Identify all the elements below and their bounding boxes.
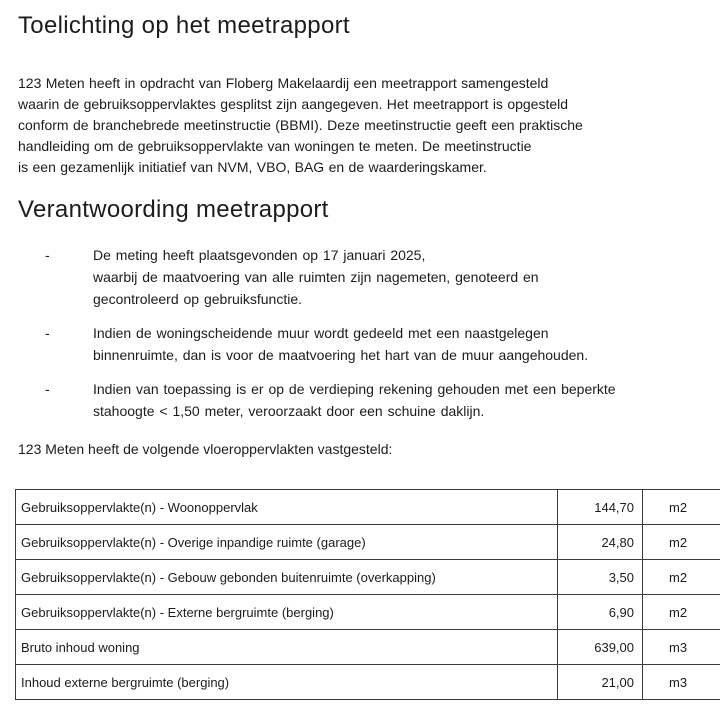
row-value: 24,80 [558,525,643,560]
bullet-item [18,378,616,422]
page-title: Toelichting op het meetrapport [18,12,350,39]
row-value: 6,90 [558,595,643,630]
bullet-line: Indien van toepassing is er op de verdieping rekening gehouden met een beperkte [93,381,616,397]
row-value: 144,70 [558,490,643,525]
row-label: Bruto inhoud woning [16,630,558,665]
row-label: Gebruiksoppervlakte(n) - Overige inpandige ruimte (garage) [16,525,558,560]
bullet-dash-marker: - [45,325,50,341]
table-intro-text: 123 Meten heeft de volgende vloeroppervlakten vastgesteld: [18,441,393,457]
bullet-line: gecontroleerd op gebruiksfunctie. [93,291,303,307]
section-title-verantwoording: Verantwoording meetrapport [18,196,329,223]
row-value: 639,00 [558,630,643,665]
row-label: Inhoud externe bergruimte (berging) [16,665,558,700]
row-value: 3,50 [558,560,643,595]
row-label: Gebruiksoppervlakte(n) - Gebouw gebonden buitenruimte (overkapping) [16,560,558,595]
bullet-line: waarbij de maatvoering van alle ruimten zijn nagemeten, genoteerd en [93,269,539,285]
table-row [16,525,720,560]
intro-line: waarin de gebruiksoppervlaktes gesplitst zijn aangegeven. Het meetrapport is opgesteld [18,96,569,112]
row-value: 21,00 [558,665,643,700]
table-row [16,490,720,525]
intro-paragraph [18,73,583,178]
table-row [16,630,720,665]
row-label: Gebruiksoppervlakte(n) - Woonoppervlak [16,490,558,525]
bullet-list [18,244,616,434]
bullet-dash-marker: - [45,381,50,397]
row-unit: m3 [643,665,720,700]
bullet-line: Indien de woningscheidende muur wordt gedeeld met een naastgelegen [93,325,549,341]
row-unit: m2 [643,560,720,595]
row-unit: m2 [643,490,720,525]
intro-line: 123 Meten heeft in opdracht van Floberg Makelaardij een meetrapport samengesteld [18,75,549,91]
intro-line: conform de branchebrede meetinstructie (BBMI). Deze meetinstructie geeft een praktische [18,117,583,133]
bullet-item [18,322,616,366]
row-unit: m2 [643,595,720,630]
bullet-line: stahoogte < 1,50 meter, veroorzaakt door een schuine daklijn. [93,403,485,419]
row-label: Gebruiksoppervlakte(n) - Externe bergruimte (berging) [16,595,558,630]
intro-line: handleiding om de gebruiksoppervlakte van woningen te meten. De meetinstructie [18,138,532,154]
row-unit: m2 [643,525,720,560]
measurements-table [15,489,720,700]
bullet-line: De meting heeft plaatsgevonden op 17 januari 2025, [93,247,426,263]
table-row [16,560,720,595]
bullet-line: binnenruimte, dan is voor de maatvoering het hart van de muur aangehouden. [93,347,589,363]
bullet-dash-marker: - [45,247,50,263]
bullet-item [18,244,616,310]
table-row [16,595,720,630]
intro-line: is een gezamenlijk initiatief van NVM, VBO, BAG en de waarderingskamer. [18,159,487,175]
table-row [16,665,720,700]
row-unit: m3 [643,630,720,665]
